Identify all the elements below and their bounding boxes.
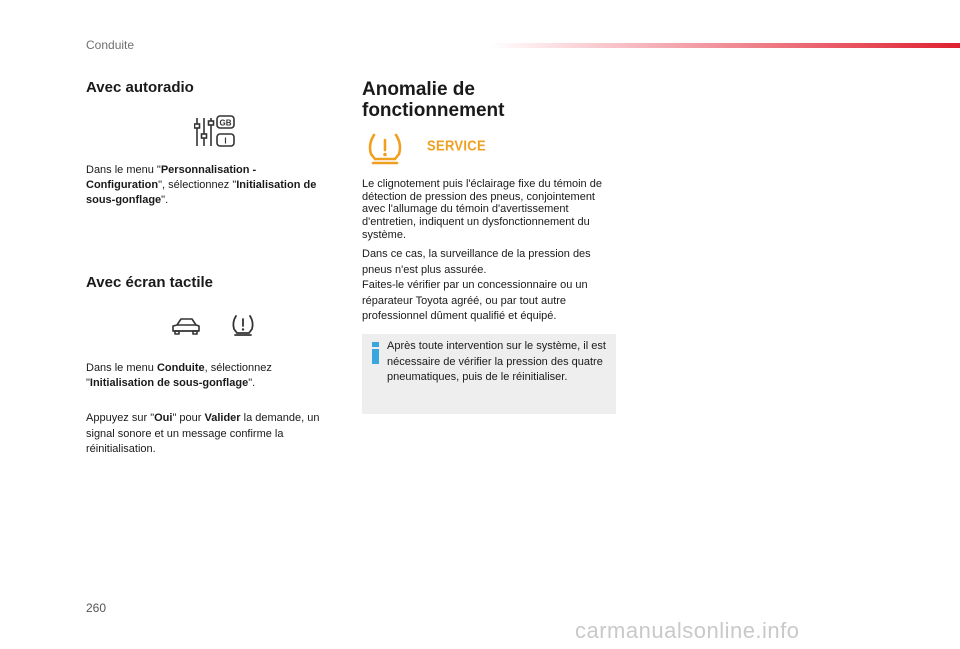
malfunction-action: Faites-le vérifier par un concessionnaire ou un réparateur Toyota agréé, ou par tout autre professionnel dûment qualifié et équipé.	[362, 279, 588, 322]
autoradio-heading: Avec autoradio	[86, 79, 194, 96]
touchscreen-instructions: Dans le menu Conduite, sélectionnez "Initialisation de sous-gonflage".	[86, 362, 272, 389]
info-icon	[370, 342, 382, 364]
section-title: Conduite	[86, 38, 135, 52]
malfunction-consequence: Dans ce cas, la surveillance de la pression des pneus n'est plus assurée.	[362, 248, 591, 276]
badge-gb: GB	[219, 118, 232, 128]
info-text: Après toute intervention sur le système, il est nécessaire de vérifier la pression des quatre pneumatiques, puis de le réinitialiser.	[387, 340, 606, 383]
malfunction-description: Le clignotement puis l'éclairage fixe du témoin de détection de pression des pneus, conjointement avec l'allumage du témoin d'avertissement d'entretien, indiquent un dysfonctionnement du système.	[362, 178, 602, 241]
tyre-pressure-warning-icon	[366, 132, 404, 166]
page-number: 260	[86, 601, 107, 615]
tyre-pressure-warning-icon	[230, 313, 256, 337]
info-box	[362, 334, 616, 414]
badge-i: I	[224, 136, 227, 146]
car-icon	[170, 315, 202, 337]
validate-instructions: Appuyez sur "Oui" pour Valider la demande, un signal sonore et un message confirme la réinitialisation.	[86, 412, 320, 455]
settings-sliders-gb-icon	[194, 115, 236, 149]
touchscreen-heading: Avec écran tactile	[86, 274, 214, 291]
watermark: carmanualsonline.info	[575, 618, 800, 643]
malfunction-heading: Anomalie de fonctionnement	[362, 79, 505, 121]
autoradio-instructions: Dans le menu "Personnalisation - Configuration", sélectionnez "Initialisation de sous-gonflage".	[86, 164, 317, 206]
header-accent-bar	[490, 43, 960, 48]
service-warning-label: SERVICE	[427, 137, 486, 154]
